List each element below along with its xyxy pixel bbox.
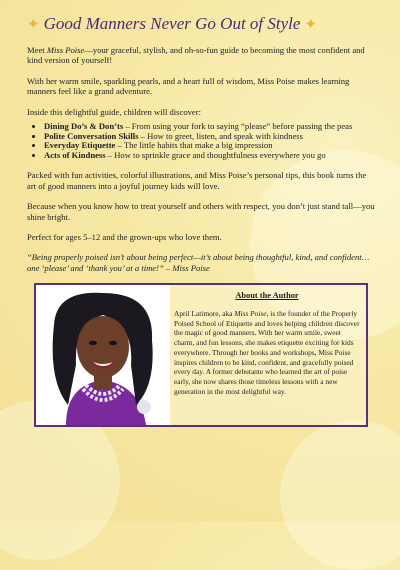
background-flower xyxy=(280,420,400,570)
list-item: • Dining Do’s & Don’ts – From using your fork to saying “please” before passing the peas xyxy=(44,122,377,132)
sparkle-icon: ✦ xyxy=(304,16,317,33)
author-description: April Latimore, aka Miss Poise, is the founder of the Properly Poised School of Etiquette and loves helping children discover the magic of good manners. With her warm smile, sweet charm, and fun lessons, she makes etiquette exciting for kids everywhere. Through her books and workshops, Miss Poise inspires children to be kind, confident, and gracefully poised every day. A former debutante who learned the art of poise early, she now shares those timeless lessons with a new generation in the most delightful way. xyxy=(174,309,360,396)
topic-list xyxy=(27,122,377,160)
author-photo xyxy=(36,285,170,425)
title-text: Good Manners Never Go Out of Style xyxy=(43,14,301,33)
list-item: • Everyday Etiquette – The little habits that make a big impression xyxy=(44,141,377,151)
pull-quote: “Being properly poised isn’t about being perfect—it’s about being thoughtful, kind, and confident… one ‘please’ and ‘thank you’ at a time!” – Miss Poise xyxy=(27,252,370,273)
author-heading: About the Author xyxy=(235,291,299,300)
document-page xyxy=(27,14,377,273)
author-portrait-image xyxy=(36,285,170,425)
intro-paragraph: Meet Miss Poise—your graceful, stylish, and oh-so-fun guide to becoming the most confident and kind version of yourself! xyxy=(27,45,365,66)
body-paragraph: Because when you know how to treat yourself and others with respect, you don’t just stand tall—you shine bright. xyxy=(27,201,375,222)
sparkle-icon: ✦ xyxy=(27,16,40,33)
character-name: Miss Poise xyxy=(46,45,85,55)
description-paragraph: With her warm smile, sparkling pearls, and a heart full of wisdom, Miss Poise makes learning manners feel like a grand adventure. xyxy=(27,75,350,97)
age-range-text: Perfect for ages 5–12 and the grown-ups who love them. xyxy=(27,232,222,243)
list-item: • Acts of Kindness – How to sprinkle grace and thoughtfulness everywhere you go xyxy=(44,151,377,161)
list-item: • Polite Conversation Skills – How to greet, listen, and speak with kindness xyxy=(44,132,377,142)
about-author-box xyxy=(34,283,368,427)
list-intro: Inside this delightful guide, children will discover: xyxy=(27,106,201,117)
page-title xyxy=(27,14,377,34)
author-bio xyxy=(174,291,360,396)
body-paragraph: Packed with fun activities, colorful illustrations, and Miss Poise’s personal tips, this book turns the art of good manners into a joyful journey kids will love. xyxy=(27,170,367,191)
